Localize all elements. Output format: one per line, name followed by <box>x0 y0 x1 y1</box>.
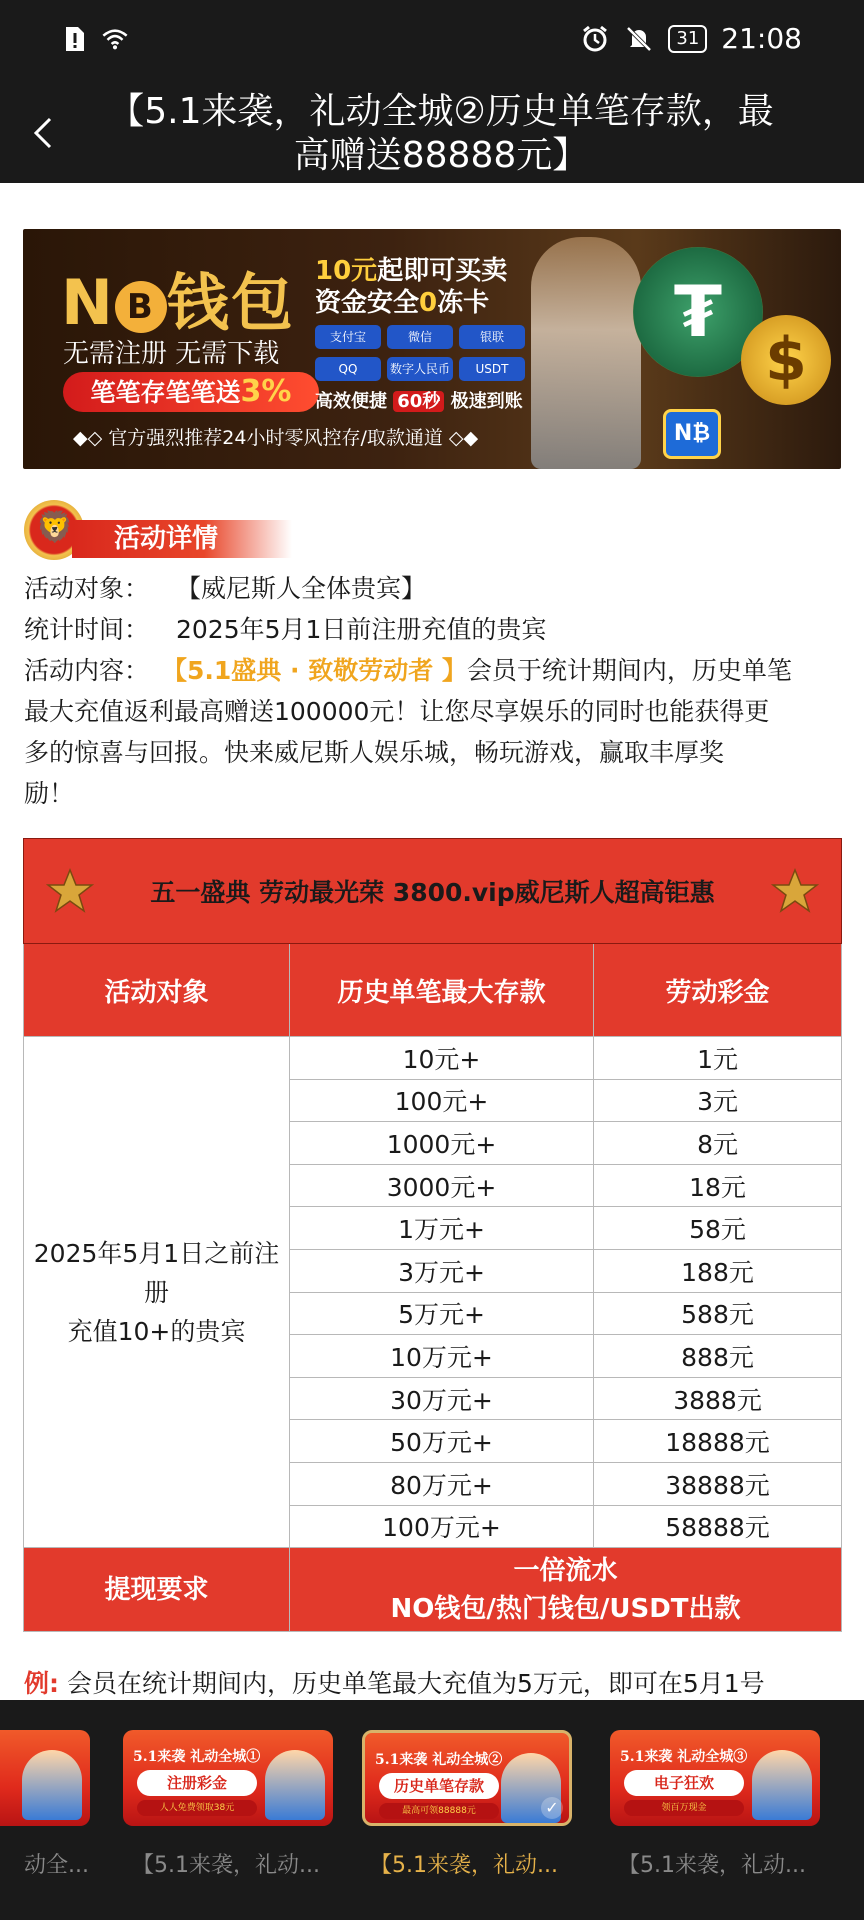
deposit-cell: 80万元+ <box>290 1462 594 1505</box>
banner-pill-text: 笔笔存笔笔送 <box>90 378 241 407</box>
pay-ecny: 数字人民币 <box>387 357 453 381</box>
pay-unionpay: 银联 <box>459 325 525 349</box>
requirement-label: 提现要求 <box>24 1548 290 1632</box>
banner-payment-methods <box>315 325 525 381</box>
thumb-figure-image <box>265 1750 325 1820</box>
wifi-icon <box>100 24 130 54</box>
bonus-cell: 18888元 <box>594 1420 842 1463</box>
table-header-row <box>24 944 842 1037</box>
related-thumb-0[interactable] <box>0 1730 90 1826</box>
banner-fast-pre: 高效便捷 <box>315 391 387 412</box>
star-icon <box>46 867 94 915</box>
deposit-cell: 3万元+ <box>290 1249 594 1292</box>
table-header-deposit: 历史单笔最大存款 <box>290 944 594 1037</box>
info-time-row <box>24 609 844 650</box>
table-banner-row <box>24 839 842 944</box>
info-content-text1: 会员于统计期间内，历史单笔 <box>466 656 792 685</box>
banner-pill-percent: 3% <box>240 374 292 409</box>
related-label-1[interactable]: 【5.1来袭，礼动... <box>132 1853 320 1878</box>
deposit-cell: 100元+ <box>290 1079 594 1122</box>
bonus-cell: 58元 <box>594 1207 842 1250</box>
requirement-line1: 一倍流水 <box>513 1555 618 1586</box>
section-title: 活动详情 <box>72 520 292 558</box>
bonus-cell: 188元 <box>594 1249 842 1292</box>
banner-offer-amount: 10元 <box>315 256 378 286</box>
banner-pill <box>63 372 319 412</box>
requirement-line2: NO钱包/热门钱包/USDT出款 <box>390 1593 741 1624</box>
info-target-value: 【威尼斯人全体贵宾】 <box>176 574 427 603</box>
deposit-cell: 10元+ <box>290 1037 594 1080</box>
deposit-cell: 30万元+ <box>290 1377 594 1420</box>
thumb-main: 电子狂欢 <box>624 1770 744 1796</box>
banner-offer-text1: 起即可买卖 <box>377 256 508 286</box>
bonus-cell: 888元 <box>594 1335 842 1378</box>
deposit-cell: 1000元+ <box>290 1122 594 1165</box>
table-row <box>24 1037 842 1080</box>
page-title-line2: 高赠送88888元】 <box>293 135 589 176</box>
chevron-left-icon <box>32 115 54 151</box>
deposit-cell: 3000元+ <box>290 1164 594 1207</box>
banner-offer-zero: 0 <box>419 288 438 318</box>
target-line3: 充值10+的贵宾 <box>67 1316 246 1346</box>
thumb-sub: 人人免费领取38元 <box>137 1800 257 1816</box>
thumb-main: 注册彩金 <box>137 1770 257 1796</box>
page-title <box>80 90 802 178</box>
table-header-bonus: 劳动彩金 <box>594 944 842 1037</box>
banner-brand <box>61 253 295 342</box>
related-thumb-3[interactable] <box>610 1730 820 1826</box>
banner-model-image <box>531 237 641 469</box>
bitcoin-coin-icon: B <box>115 281 167 333</box>
page-title-line1: 【5.1来袭，礼动全城②历史单笔存款，最 <box>108 91 774 132</box>
deposit-cell: 1万元+ <box>290 1207 594 1250</box>
requirement-value <box>290 1548 842 1632</box>
alarm-icon <box>580 24 610 54</box>
battery-indicator: 31 <box>668 25 707 53</box>
check-icon: ✓ <box>541 1797 563 1819</box>
related-thumb-1[interactable] <box>123 1730 333 1826</box>
bonus-cell: 38888元 <box>594 1462 842 1505</box>
bonus-cell: 8元 <box>594 1122 842 1165</box>
deposit-cell: 100万元+ <box>290 1505 594 1548</box>
info-content-text3: 多的惊喜与回报。快来威尼斯人娱乐城，畅玩游戏，赢取丰厚奖 <box>24 738 725 767</box>
mute-bell-icon <box>624 24 654 54</box>
thumb-title: 5.1来袭 礼动全城① <box>133 1749 261 1765</box>
bonus-cell: 3888元 <box>594 1377 842 1420</box>
info-time-label: 统计时间： <box>24 615 150 644</box>
related-label-0[interactable]: 动全... <box>24 1853 89 1878</box>
related-thumb-2-selected[interactable] <box>362 1730 572 1826</box>
bonus-cell: 18元 <box>594 1164 842 1207</box>
thumb-title: 5.1来袭 礼动全城② <box>375 1752 503 1768</box>
info-target-row <box>24 568 844 609</box>
deposit-cell: 10万元+ <box>290 1335 594 1378</box>
example-text <box>24 1664 844 1704</box>
related-label-3[interactable]: 【5.1来袭，礼动... <box>618 1853 806 1878</box>
bonus-cell: 3元 <box>594 1079 842 1122</box>
status-bar <box>0 0 864 78</box>
promo-banner[interactable] <box>23 229 841 469</box>
example-tag: 例: <box>24 1669 59 1698</box>
table-target-cell <box>24 1037 290 1548</box>
banner-brand-right: 钱包 <box>166 266 295 339</box>
thumb-title: 5.1来袭 礼动全城③ <box>620 1749 748 1765</box>
banner-logo-badge: N₿ <box>663 409 721 459</box>
related-label-2[interactable]: 【5.1来袭，礼动... <box>370 1853 558 1878</box>
deposit-cell: 5万元+ <box>290 1292 594 1335</box>
target-line2: 册 <box>143 1277 169 1307</box>
bonus-cell: 1元 <box>594 1037 842 1080</box>
info-content-highlight: 【5.1盛典 · 致敬劳动者 】 <box>162 656 467 685</box>
pay-alipay: 支付宝 <box>315 325 381 349</box>
clock: 21:08 <box>721 22 802 55</box>
info-content-text4: 励！ <box>24 779 75 808</box>
table-header-target: 活动对象 <box>24 944 290 1037</box>
banner-fast-sec: 60秒 <box>393 391 444 412</box>
banner-fast-post: 极速到账 <box>450 391 523 412</box>
info-content-text2: 最大充值返利最高赠送100000元！让您尽享娱乐的同时也能获得更 <box>24 697 770 726</box>
banner-offer-text3: 冻卡 <box>437 288 490 318</box>
dollar-coin-icon: $ <box>741 315 831 405</box>
banner-footer: ◆◇ 官方强烈推荐24小时零风控存/取款通道 ◇◆ <box>73 427 479 449</box>
example-body: 会员在统计期间内，历史单笔最大充值为5万元，即可在5月1号 <box>66 1669 765 1698</box>
section-header <box>24 500 284 562</box>
thumb-figure-image <box>752 1750 812 1820</box>
top-bar <box>0 0 864 183</box>
info-time-value: 2025年5月1日前注册充值的贵宾 <box>176 615 547 644</box>
tether-coin-icon: ₮ <box>633 247 763 377</box>
target-line1: 2025年5月1日之前注 <box>33 1238 280 1268</box>
banner-fast <box>315 387 523 413</box>
thumb-figure-image <box>22 1750 82 1820</box>
thumb-main: 历史单笔存款 <box>379 1773 499 1799</box>
banner-offer-text2: 资金安全 <box>315 288 420 318</box>
back-button[interactable] <box>18 108 68 158</box>
pay-qq: QQ <box>315 357 381 381</box>
banner-offer <box>315 255 507 319</box>
thumb-sub: 最高可领88888元 <box>379 1803 499 1819</box>
banner-brand-left: N <box>61 266 115 339</box>
info-content-label: 活动内容： <box>24 656 150 685</box>
thumb-sub: 领百万现金 <box>624 1800 744 1816</box>
star-icon <box>771 867 819 915</box>
activity-info <box>24 568 844 814</box>
pay-usdt: USDT <box>459 357 525 381</box>
info-target-label: 活动对象： <box>24 574 150 603</box>
bonus-cell: 58888元 <box>594 1505 842 1548</box>
bonus-cell: 588元 <box>594 1292 842 1335</box>
related-activities-strip <box>0 1700 864 1920</box>
bonus-table <box>23 838 842 1632</box>
table-banner-text: 五一盛典 劳动最光荣 3800.vip威尼斯人超高钜惠 <box>150 878 715 907</box>
table-banner <box>24 839 842 944</box>
banner-subtitle: 无需注册 无需下载 <box>63 339 280 369</box>
deposit-cell: 50万元+ <box>290 1420 594 1463</box>
table-requirement-row <box>24 1548 842 1632</box>
sim-alert-icon <box>60 24 90 54</box>
info-content <box>24 650 844 814</box>
pay-wechat: 微信 <box>387 325 453 349</box>
